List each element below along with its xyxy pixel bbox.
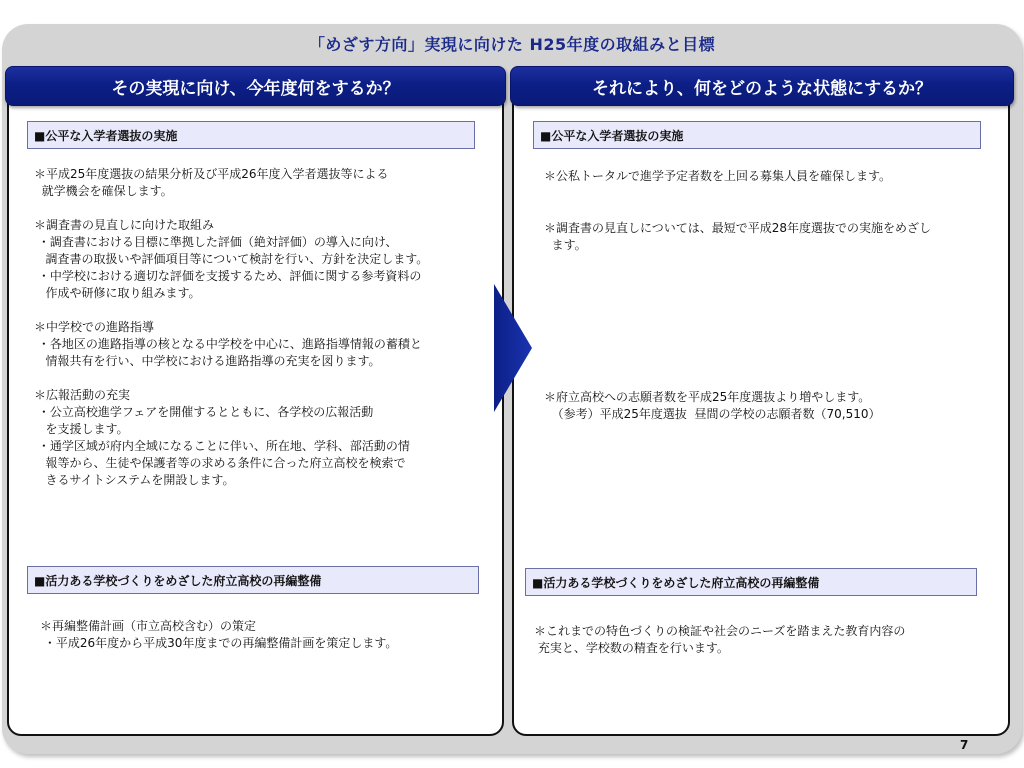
text-line: を支援します。 [34,422,129,436]
text-line: 就学機会を確保します。 [34,184,173,198]
right-panel-header: それにより、何をどのような状態にするか？ [510,66,1014,106]
text-line: ＊平成25年度選抜の結果分析及び平成26年度入学者選抜等による [34,167,389,181]
right-section2-body [534,623,994,657]
text-line: ＊中学校での進路指導 [34,320,155,334]
text-line: （参考）平成25年度選抜 昼間の学校の志願者数（70,510） [544,407,881,421]
text-line: ＊広報活動の充実 [34,388,131,402]
text-line: 調査書の取扱いや評価項目等について検討を行い、方針を決定します。 [34,252,429,266]
left-panel-header: その実現に向け、今年度何をするか？ [5,66,506,106]
right-section1-block2 [544,220,994,254]
slide-title: 「めざす方向」実現に向けた H25年度の取組みと目標 [308,35,716,54]
right-section1-block1 [544,168,994,185]
left-section1-heading: ■公平な入学者選抜の実施 [27,121,475,149]
blank-line [34,302,494,319]
text-line: きるサイトシステムを開設します。 [34,473,235,487]
left-section1-body [34,166,494,489]
text-line: ＊府立高校への志願者数を平成25年度選抜より増やします。 [544,390,871,404]
text-line: ・平成26年度から平成30年度までの再編整備計画を策定します。 [40,636,398,650]
left-section2-body [40,618,490,652]
text-line: ＊これまでの特色づくりの検証や社会のニーズを踏まえた教育内容の [534,624,906,638]
blank-line [34,370,494,387]
text-line: ・各地区の進路指導の核となる中学校を中心に、進路指導情報の蓄積と [34,337,422,351]
text-line: ます。 [544,238,587,252]
blank-line [34,200,494,217]
right-arrow-icon [494,284,532,412]
text-line: ＊調査書の見直しについては、最短で平成28年度選抜での実施をめざし [544,221,932,235]
page-number: 7 [960,738,969,752]
text-line: ＊公私トータルで進学予定者数を上回る募集人員を確保します。 [544,169,892,183]
text-line: ＊再編整備計画（市立高校含む）の策定 [40,619,257,633]
text-line: 報等から、生徒や保護者等の求める条件に合った府立高校を検索で [34,456,406,470]
text-line: 充実と、学校数の精査を行います。 [534,641,729,655]
text-line: 情報共有を行い、中学校における進路指導の充実を図ります。 [34,354,381,368]
text-line: ・公立高校進学フェアを開催するとともに、各学校の広報活動 [34,405,374,419]
left-section2-heading: ■活力ある学校づくりをめざした府立高校の再編整備 [27,566,479,594]
text-line: ・調査書における目標に準拠した評価（絶対評価）の導入に向け、 [34,235,398,249]
text-line: ＊調査書の見直しに向けた取組み [34,218,215,232]
right-section2-heading: ■活力ある学校づくりをめざした府立高校の再編整備 [525,568,977,596]
text-line: 作成や研修に取り組みます。 [34,286,201,300]
text-line: ・中学校における適切な評価を支援するため、評価に関する参考資料の [34,269,422,283]
right-section1-heading: ■公平な入学者選抜の実施 [533,121,981,149]
text-line: ・通学区域が府内全域になることに伴い、所在地、学科、部活動の情 [34,439,410,453]
right-section1-block3 [544,389,994,423]
